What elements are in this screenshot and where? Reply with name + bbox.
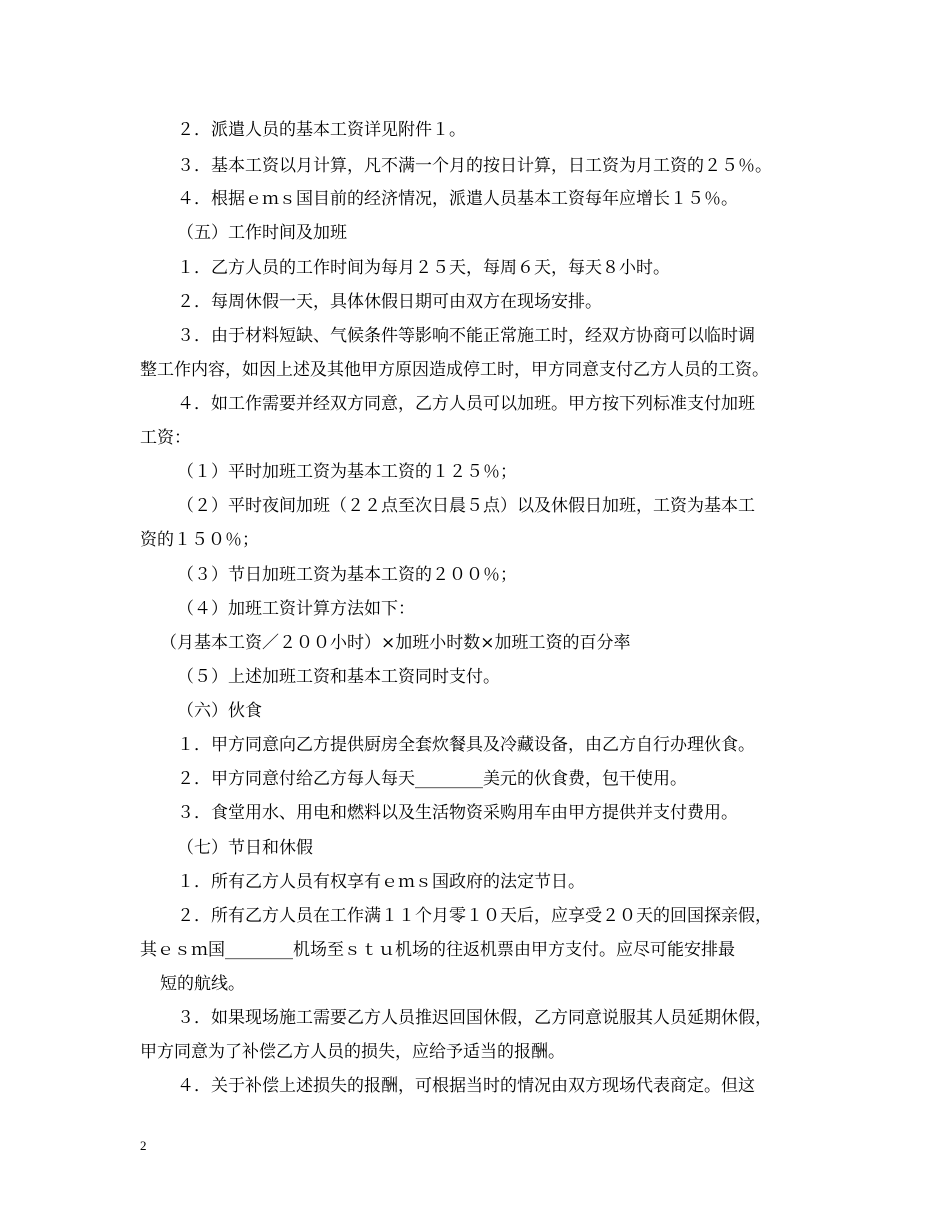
text-line: １．所有乙方人员有权享有ｅｍｓ国政府的法定节日。 — [177, 872, 585, 892]
text-line: ２．所有乙方人员在工作满１１个月零１０天后，应享受２０天的回国探亲假， — [177, 906, 772, 926]
text-line: ３．基本工资以月计算，凡不满一个月的按日计算，日工资为月工资的２５％。 — [177, 156, 772, 176]
text-line: （２）平时夜间加班（２２点至次日晨５点）以及休假日加班，工资为基本工 — [177, 496, 755, 516]
text-line: ４．根据ｅｍｓ国目前的经济情况，派遣人员基本工资每年应增长１５％。 — [177, 189, 738, 209]
text-line: ２．派遣人员的基本工资详见附件１。 — [177, 120, 466, 140]
page-number: 2 — [140, 1138, 147, 1153]
text-line: １．乙方人员的工作时间为每月２５天，每周６天，每天８小时。 — [177, 258, 670, 278]
text-line: （４）加班工资计算方法如下： — [177, 599, 415, 619]
text-line: 其ｅｓｍ国________机场至ｓｔｕ机场的往返机票由甲方支付。应尽可能安排最 — [140, 940, 735, 960]
text-line: 资的１５０％； — [140, 530, 259, 550]
text-line: 工资： — [140, 428, 191, 448]
text-line: ４．如工作需要并经双方同意，乙方人员可以加班。甲方按下列标准支付加班 — [177, 394, 755, 414]
text-line: ３．食堂用水、用电和燃料以及生活物资采购用车由甲方提供并支付费用。 — [177, 803, 738, 823]
formula-line: （月基本工资／２００小时）×加班小时数×加班工资的百分率 — [160, 633, 631, 653]
text-line: ２．甲方同意付给乙方每人每天________美元的伙食费，包干使用。 — [177, 769, 687, 789]
text-line: ３．由于材料短缺、气候条件等影响不能正常施工时，经双方协商可以临时调 — [177, 326, 755, 346]
text-line: ３．如果现场施工需要乙方人员推迟回国休假，乙方同意说服其人员延期休假， — [177, 1008, 772, 1028]
text-line: ２．每周休假一天，具体休假日期可由双方在现场安排。 — [177, 292, 602, 312]
section-heading: （六）伙食 — [177, 701, 262, 721]
text-line: （１）平时加班工资为基本工资的１２５％； — [177, 462, 517, 482]
text-line: 整工作内容，如因上述及其他甲方原因造成停工时，甲方同意支付乙方人员的工资。 — [140, 360, 769, 380]
text-line: 短的航线。 — [160, 974, 245, 994]
text-line: （３）节日加班工资为基本工资的２００％； — [177, 565, 517, 585]
text-line: （５）上述加班工资和基本工资同时支付。 — [177, 667, 500, 687]
text-line: ４．关于补偿上述损失的报酬，可根据当时的情况由双方现场代表商定。但这 — [177, 1076, 755, 1096]
text-line: １．甲方同意向乙方提供厨房全套炊餐具及冷藏设备，由乙方自行办理伙食。 — [177, 735, 755, 755]
text-line: 甲方同意为了补偿乙方人员的损失，应给予适当的报酬。 — [140, 1042, 565, 1062]
section-heading: （五）工作时间及加班 — [177, 223, 347, 243]
section-heading: （七）节日和休假 — [177, 838, 313, 858]
